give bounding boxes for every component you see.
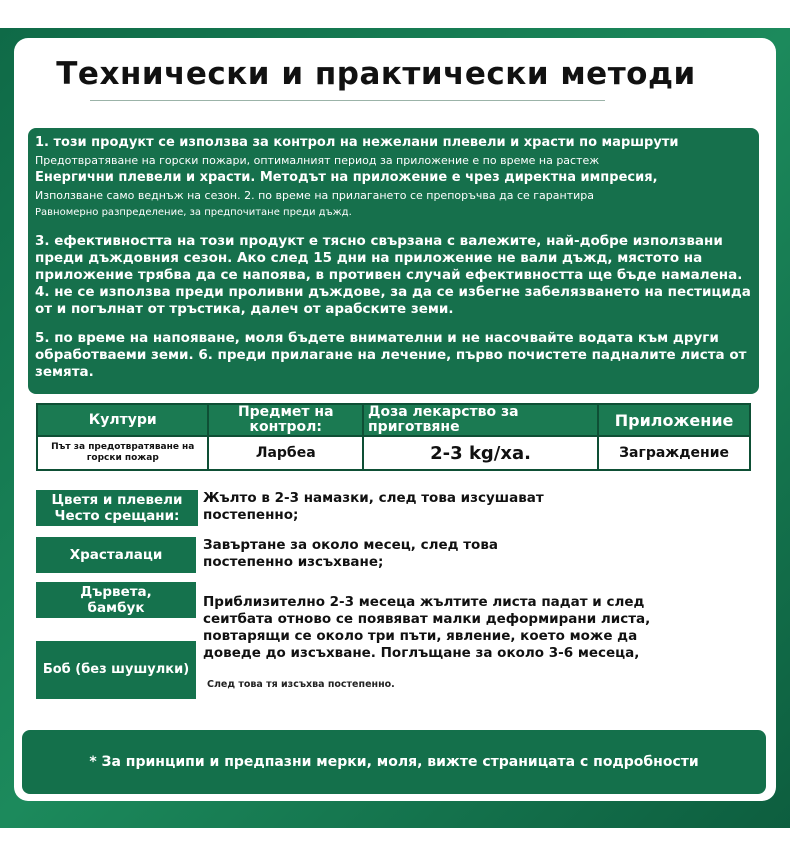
effect-label-shrubs: Храсталаци: [36, 537, 196, 573]
footer-note: * За принципи и предпазни мерки, моля, вижте страницата с подробности: [22, 730, 766, 794]
application-table: [36, 403, 751, 471]
notes-paragraph-1: [35, 134, 753, 221]
effect-label-flowers: Цветя и плевели Често срещани:: [36, 490, 198, 526]
header-target: Предмет на контрол:: [208, 404, 363, 436]
effect-label-trees: Дървета, бамбук: [36, 582, 196, 618]
page-title: Технически и практически методи: [56, 56, 696, 92]
notes-line-1: 1. този продукт се използва за контрол на нежелани плевели и храсти по маршрути: [35, 135, 679, 150]
effect-desc-trees: Приблизително 2-3 месеца жълтите листа падат и след сеитбата отново се появяват малки деформирани листа, повтарящи се около три пъти, явление, което може да доведе до изсъхване. Поглъщане за около 3-6 месеца,: [203, 594, 651, 661]
notes-line-2: Предотвратяване на горски пожари, оптималният период за приложение е по време на растеж: [35, 154, 600, 167]
header-application: Приложение: [598, 404, 750, 436]
cell-dose: 2-3 kg/ха.: [363, 436, 598, 470]
cell-application: Заграждение: [598, 436, 750, 470]
table-row: [37, 436, 750, 470]
instructions-panel: [28, 128, 759, 394]
title-divider: [90, 100, 605, 101]
notes-line-4: Използване само веднъж на сезон. 2. по време на прилагането се препоръчва да се гарантира: [35, 189, 594, 202]
effect-desc-flowers: Жълто в 2-3 намазки, след това изсушават постепенно;: [203, 490, 544, 523]
notes-paragraph-2: 3. ефективността на този продукт е тясно свързана с валежите, най-добре използвани преди дъждовния сезон. Ако след 15 дни на приложение не вали дъжд, мястото на приложение трябва да се напоява, в противен случай ефективността ще бъде намалена. 4. не се използва преди проливни дъждове, за да се избегне забелязването на пестицида от и погълнат от тръстика, далеч от арабските земи.: [35, 233, 751, 317]
effect-desc-beans: След това тя изсъхва постепенно.: [207, 679, 395, 690]
cell-target: Ларбеа: [208, 436, 363, 470]
effect-desc-shrubs: Завъртане за около месец, след това постепенно изсъхване;: [203, 537, 498, 570]
table-header-row: [37, 404, 750, 436]
header-crops: Култури: [37, 404, 208, 436]
header-dose: Доза лекарство за приготвяне: [363, 404, 598, 436]
notes-line-5: Равномерно разпределение, за предпочитане преди дъжд.: [35, 207, 352, 218]
notes-paragraph-3: 5. по време на напояване, моля бъдете внимателни и не насочвайте водата към други обработваеми земи. 6. преди прилагане на лечение, първо почистете падналите листа от земята.: [35, 330, 747, 380]
effect-label-beans: Боб (без шушулки): [36, 641, 196, 699]
cell-crop: Път за предотвратяване на горски пожар: [37, 436, 208, 470]
notes-line-3: Енергични плевели и храсти. Методът на приложение е чрез директна импресия,: [35, 170, 658, 185]
